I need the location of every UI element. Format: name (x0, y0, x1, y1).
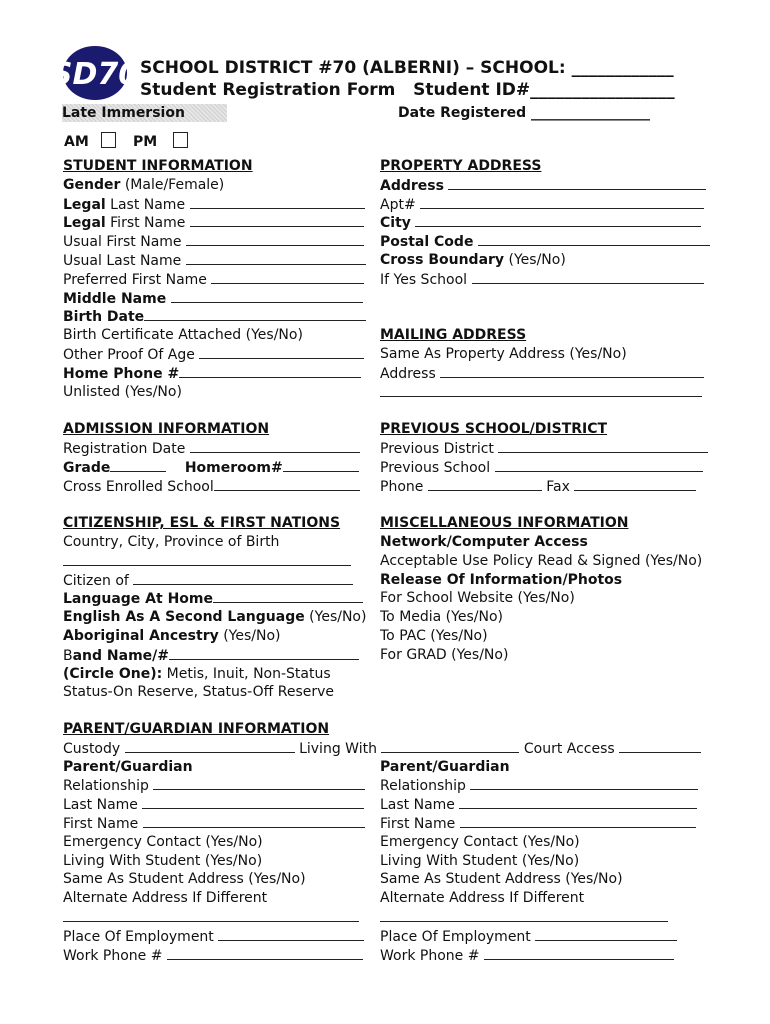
right-column (380, 157, 710, 665)
apt-field[interactable]: Apt# (380, 195, 710, 214)
parent-2-emergency-field[interactable]: Emergency Contact (Yes/No) (380, 833, 580, 850)
language-at-home-field[interactable]: Language At Home (63, 589, 373, 608)
student-info-heading: STUDENT INFORMATION (63, 158, 253, 174)
registration-date-field[interactable]: Registration Date (63, 439, 373, 458)
parent-heading: PARENT/GUARDIAN INFORMATION (63, 721, 330, 737)
pm-checkbox[interactable] (173, 132, 188, 148)
pm-label: PM (133, 134, 158, 150)
property-heading: PROPERTY ADDRESS (380, 158, 542, 174)
late-immersion-label: Late Immersion (62, 104, 227, 122)
parent-2-work-phone-field[interactable]: Work Phone # (380, 946, 710, 965)
parent-1-column (63, 758, 373, 965)
previous-heading: PREVIOUS SCHOOL/DISTRICT (380, 421, 608, 438)
if-yes-school-field[interactable]: If Yes School (380, 270, 710, 289)
parent-1-employment-field[interactable]: Place Of Employment (63, 927, 373, 946)
usual-last-name-field[interactable]: Usual Last Name (63, 251, 373, 270)
parent-2-living-with-field[interactable]: Living With Student (Yes/No) (380, 852, 580, 869)
postal-code-field[interactable]: Postal Code (380, 232, 710, 251)
network-access-label: Network/Computer Access (380, 533, 588, 550)
country-of-birth-field[interactable]: Country, City, Province of Birth (63, 533, 280, 550)
mailing-heading: MAILING ADDRESS (380, 327, 527, 344)
district-logo (50, 44, 140, 102)
same-as-property-field[interactable]: Same As Property Address (Yes/No) (380, 345, 627, 362)
parent-2-same-address-field[interactable]: Same As Student Address (Yes/No) (380, 871, 623, 888)
school-website-field[interactable]: For School Website (Yes/No) (380, 590, 575, 607)
am-checkbox[interactable] (101, 132, 116, 148)
parent-1-alt-address-line[interactable] (63, 908, 373, 927)
release-info-label: Release Of Information/Photos (380, 571, 623, 588)
date-registered-field[interactable]: Date Registered _________________ (398, 105, 651, 121)
usual-first-name-field[interactable]: Usual First Name (63, 232, 373, 251)
am-label: AM (64, 134, 89, 150)
parent-2-relationship-field[interactable]: Relationship (380, 776, 710, 795)
property-address-field[interactable]: Address (380, 176, 710, 195)
for-grad-field[interactable]: For GRAD (Yes/No) (380, 646, 509, 663)
parent-1-work-phone-field[interactable]: Work Phone # (63, 946, 373, 965)
parent-1-first-name-field[interactable]: First Name (63, 814, 373, 833)
middle-name-field[interactable]: Middle Name (63, 289, 373, 308)
form-title: SCHOOL DISTRICT #70 (ALBERNI) – SCHOOL: ____________ (140, 58, 674, 78)
parent-2-heading: Parent/Guardian (380, 758, 510, 775)
band-name-field[interactable]: Band Name/# (63, 646, 373, 665)
cross-enrolled-field[interactable]: Cross Enrolled School (63, 477, 373, 496)
parent-1-last-name-field[interactable]: Last Name (63, 795, 373, 814)
gender-field[interactable]: Gender (Male/Female) (63, 176, 225, 193)
previous-district-field[interactable]: Previous District (380, 439, 710, 458)
parent-2-column (380, 758, 710, 965)
parent-1-relationship-field[interactable]: Relationship (63, 776, 373, 795)
previous-school-field[interactable]: Previous School (380, 458, 710, 477)
citizen-of-field[interactable]: Citizen of (63, 571, 373, 590)
birth-certificate-field[interactable]: Birth Certificate Attached (Yes/No) (63, 327, 303, 344)
logo-text: SD70 (50, 57, 140, 92)
circle-one-field[interactable]: (Circle One): Metis, Inuit, Non-Status (63, 665, 331, 682)
admission-heading: ADMISSION INFORMATION (63, 421, 270, 438)
left-column (63, 157, 373, 702)
to-pac-field[interactable]: To PAC (Yes/No) (380, 627, 488, 644)
aup-field[interactable]: Acceptable Use Policy Read & Signed (Yes/No) (380, 552, 703, 569)
parent-1-alt-address-field[interactable]: Alternate Address If Different (63, 890, 268, 907)
citizenship-heading: CITIZENSHIP, ESL & FIRST NATIONS (63, 515, 341, 532)
other-proof-field[interactable]: Other Proof Of Age (63, 345, 373, 364)
birth-date-field[interactable]: Birth Date (63, 307, 373, 326)
parent-1-heading: Parent/Guardian (63, 758, 193, 775)
status-options[interactable]: Status-On Reserve, Status-Off Reserve (63, 684, 335, 701)
unlisted-field[interactable]: Unlisted (Yes/No) (63, 383, 182, 400)
city-field[interactable]: City (380, 213, 710, 232)
parent-1-emergency-field[interactable]: Emergency Contact (Yes/No) (63, 833, 263, 850)
mailing-address-line[interactable] (380, 383, 710, 402)
parent-2-alt-address-field[interactable]: Alternate Address If Different (380, 890, 585, 907)
mailing-address-field[interactable]: Address (380, 364, 710, 383)
parent-1-same-address-field[interactable]: Same As Student Address (Yes/No) (63, 871, 306, 888)
cross-boundary-field[interactable]: Cross Boundary (Yes/No) (380, 251, 566, 268)
country-of-birth-line[interactable] (63, 552, 373, 571)
parent-section (63, 720, 723, 758)
parent-2-first-name-field[interactable]: First Name (380, 814, 710, 833)
custody-row[interactable]: Custody Living With Court Access (63, 739, 723, 758)
grade-homeroom-field[interactable]: Grade Homeroom# (63, 458, 373, 477)
phone-fax-field[interactable]: Phone Fax (380, 477, 710, 496)
parent-2-alt-address-line[interactable] (380, 908, 710, 927)
preferred-first-name-field[interactable]: Preferred First Name (63, 270, 373, 289)
home-phone-field[interactable]: Home Phone # (63, 364, 373, 383)
parent-1-living-with-field[interactable]: Living With Student (Yes/No) (63, 852, 263, 869)
form-subtitle: Student Registration Form Student ID#_________________ (140, 80, 675, 100)
misc-heading: MISCELLANEOUS INFORMATION (380, 515, 629, 532)
aboriginal-field[interactable]: Aboriginal Ancestry (Yes/No) (63, 627, 281, 644)
parent-2-employment-field[interactable]: Place Of Employment (380, 927, 710, 946)
esl-field[interactable]: English As A Second Language (Yes/No) (63, 609, 367, 626)
legal-first-name-field[interactable]: Legal First Name (63, 213, 373, 232)
legal-last-name-field[interactable]: Legal Last Name (63, 195, 373, 214)
to-media-field[interactable]: To Media (Yes/No) (380, 609, 503, 626)
parent-2-last-name-field[interactable]: Last Name (380, 795, 710, 814)
